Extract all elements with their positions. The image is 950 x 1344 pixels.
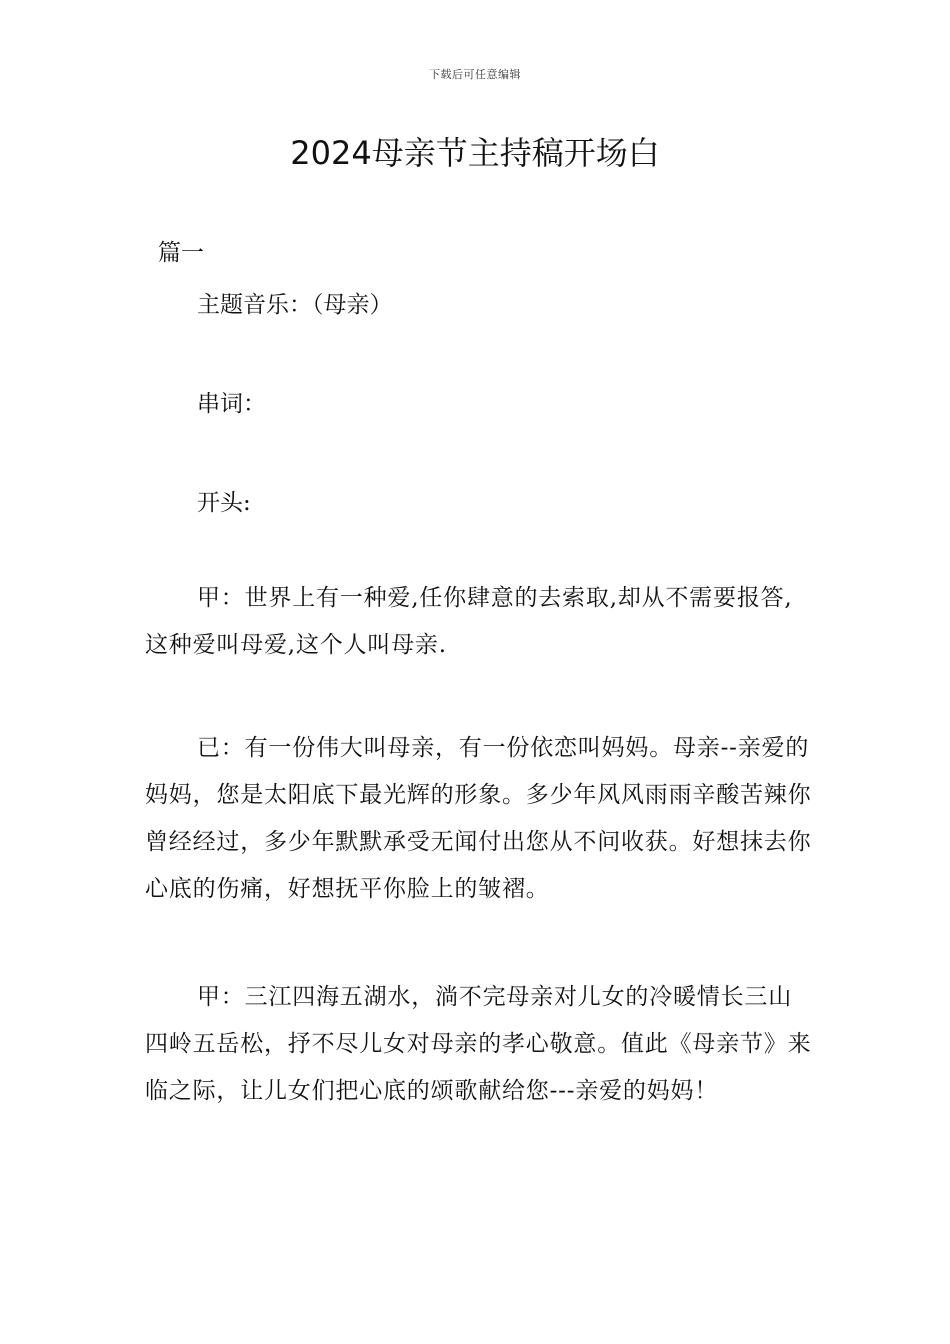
paragraph-1: 甲：世界上有一种爱,任你肆意的去索取,却从不需要报答,这种爱叫母爱,这个人叫母亲. bbox=[145, 585, 793, 658]
paragraph-2: 已：有一份伟大叫母亲，有一份依恋叫妈妈。母亲--亲爱的妈妈，您是太阳底下最光辉的形象。多少年风风雨雨辛酸苦辣你曾经经过，多少年默默承受无闻付出您从不问收获。好想抹去你心底的伤痛，好想抚平你脸上的皱褶。 bbox=[145, 735, 812, 902]
theme-music-line: 主题音乐：（母亲） bbox=[197, 292, 393, 318]
paragraph-3: 甲：三江四海五湖水，淌不完母亲对儿女的冷暖情长三山四岭五岳松，抒不尽儿女对母亲的孝心敬意。值此《母亲节》来临之际，让儿女们把心底的颂歌献给您---亲爱的妈妈！ bbox=[145, 984, 812, 1104]
document-title: 2024母亲节主持稿开场白 bbox=[290, 134, 660, 172]
header-note: 下载后可任意编辑 bbox=[429, 68, 521, 81]
opening-label: 开头: bbox=[197, 490, 251, 516]
section-label: 篇一 bbox=[158, 240, 204, 266]
lyrics-label: 串词： bbox=[197, 391, 266, 417]
